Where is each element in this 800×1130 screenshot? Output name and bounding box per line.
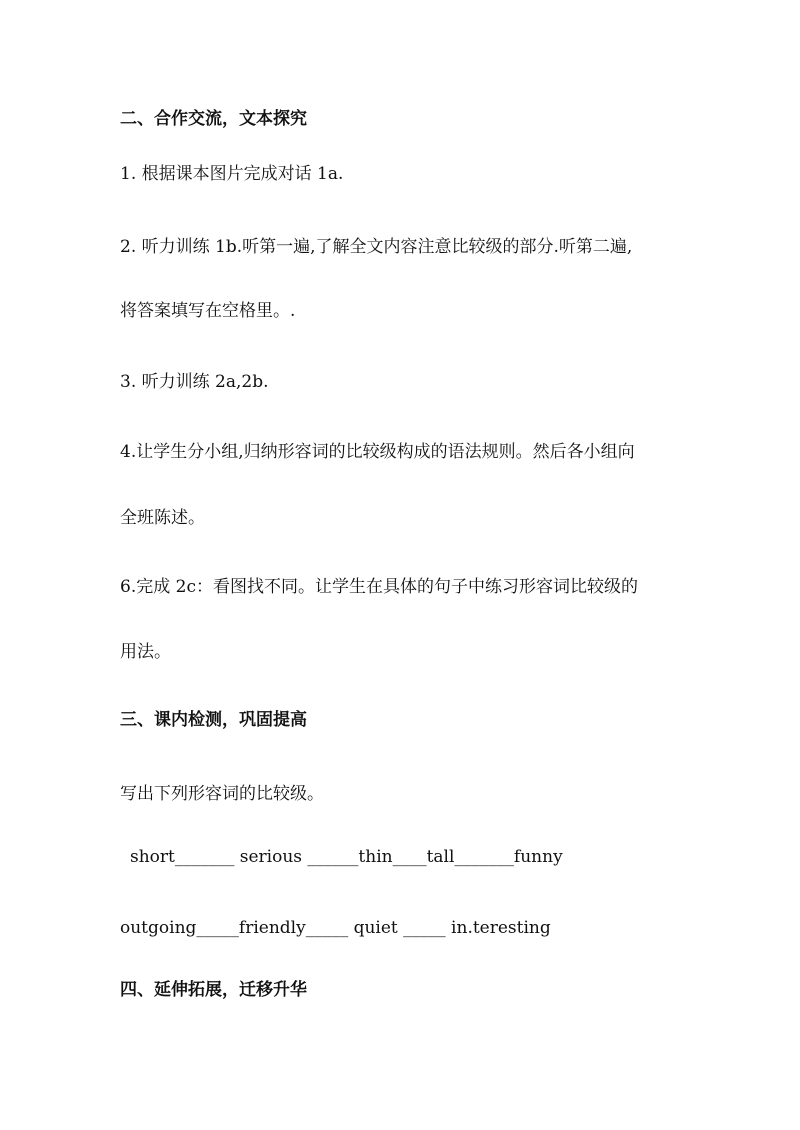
- item-4-text-line-1: 4.让学生分小组,归纳形容词的比较级构成的语法规则。然后各小组向: [120, 442, 635, 462]
- item-4-text-line-2: 全班陈述。: [120, 508, 205, 528]
- exercise-row-1: short_______ serious ______thin____tall_______funny: [130, 847, 563, 867]
- item-6-text-line-2: 用法。: [120, 642, 171, 662]
- section-2-heading: 二、合作交流，文本探究: [120, 109, 307, 129]
- exercise-row-2: outgoing_____friendly_____ quiet _____ in.teresting: [120, 918, 551, 938]
- item-2-text-line-1: 2. 听力训练 1b.听第一遍,了解全文内容注意比较级的部分.听第二遍,: [120, 237, 633, 257]
- item-6-text-line-1: 6.完成 2c：看图找不同。让学生在具体的句子中练习形容词比较级的: [120, 577, 638, 597]
- item-3-text: 3. 听力训练 2a,2b.: [120, 372, 269, 392]
- section-4-heading: 四、延伸拓展，迁移升华: [120, 980, 307, 1000]
- item-1-text: 1. 根据课本图片完成对话 1a.: [120, 164, 344, 184]
- exercise-instruction: 写出下列形容词的比较级。: [120, 784, 324, 804]
- section-3-heading: 三、课内检测，巩固提高: [120, 710, 307, 730]
- item-2-text-line-2: 将答案填写在空格里。.: [120, 301, 296, 321]
